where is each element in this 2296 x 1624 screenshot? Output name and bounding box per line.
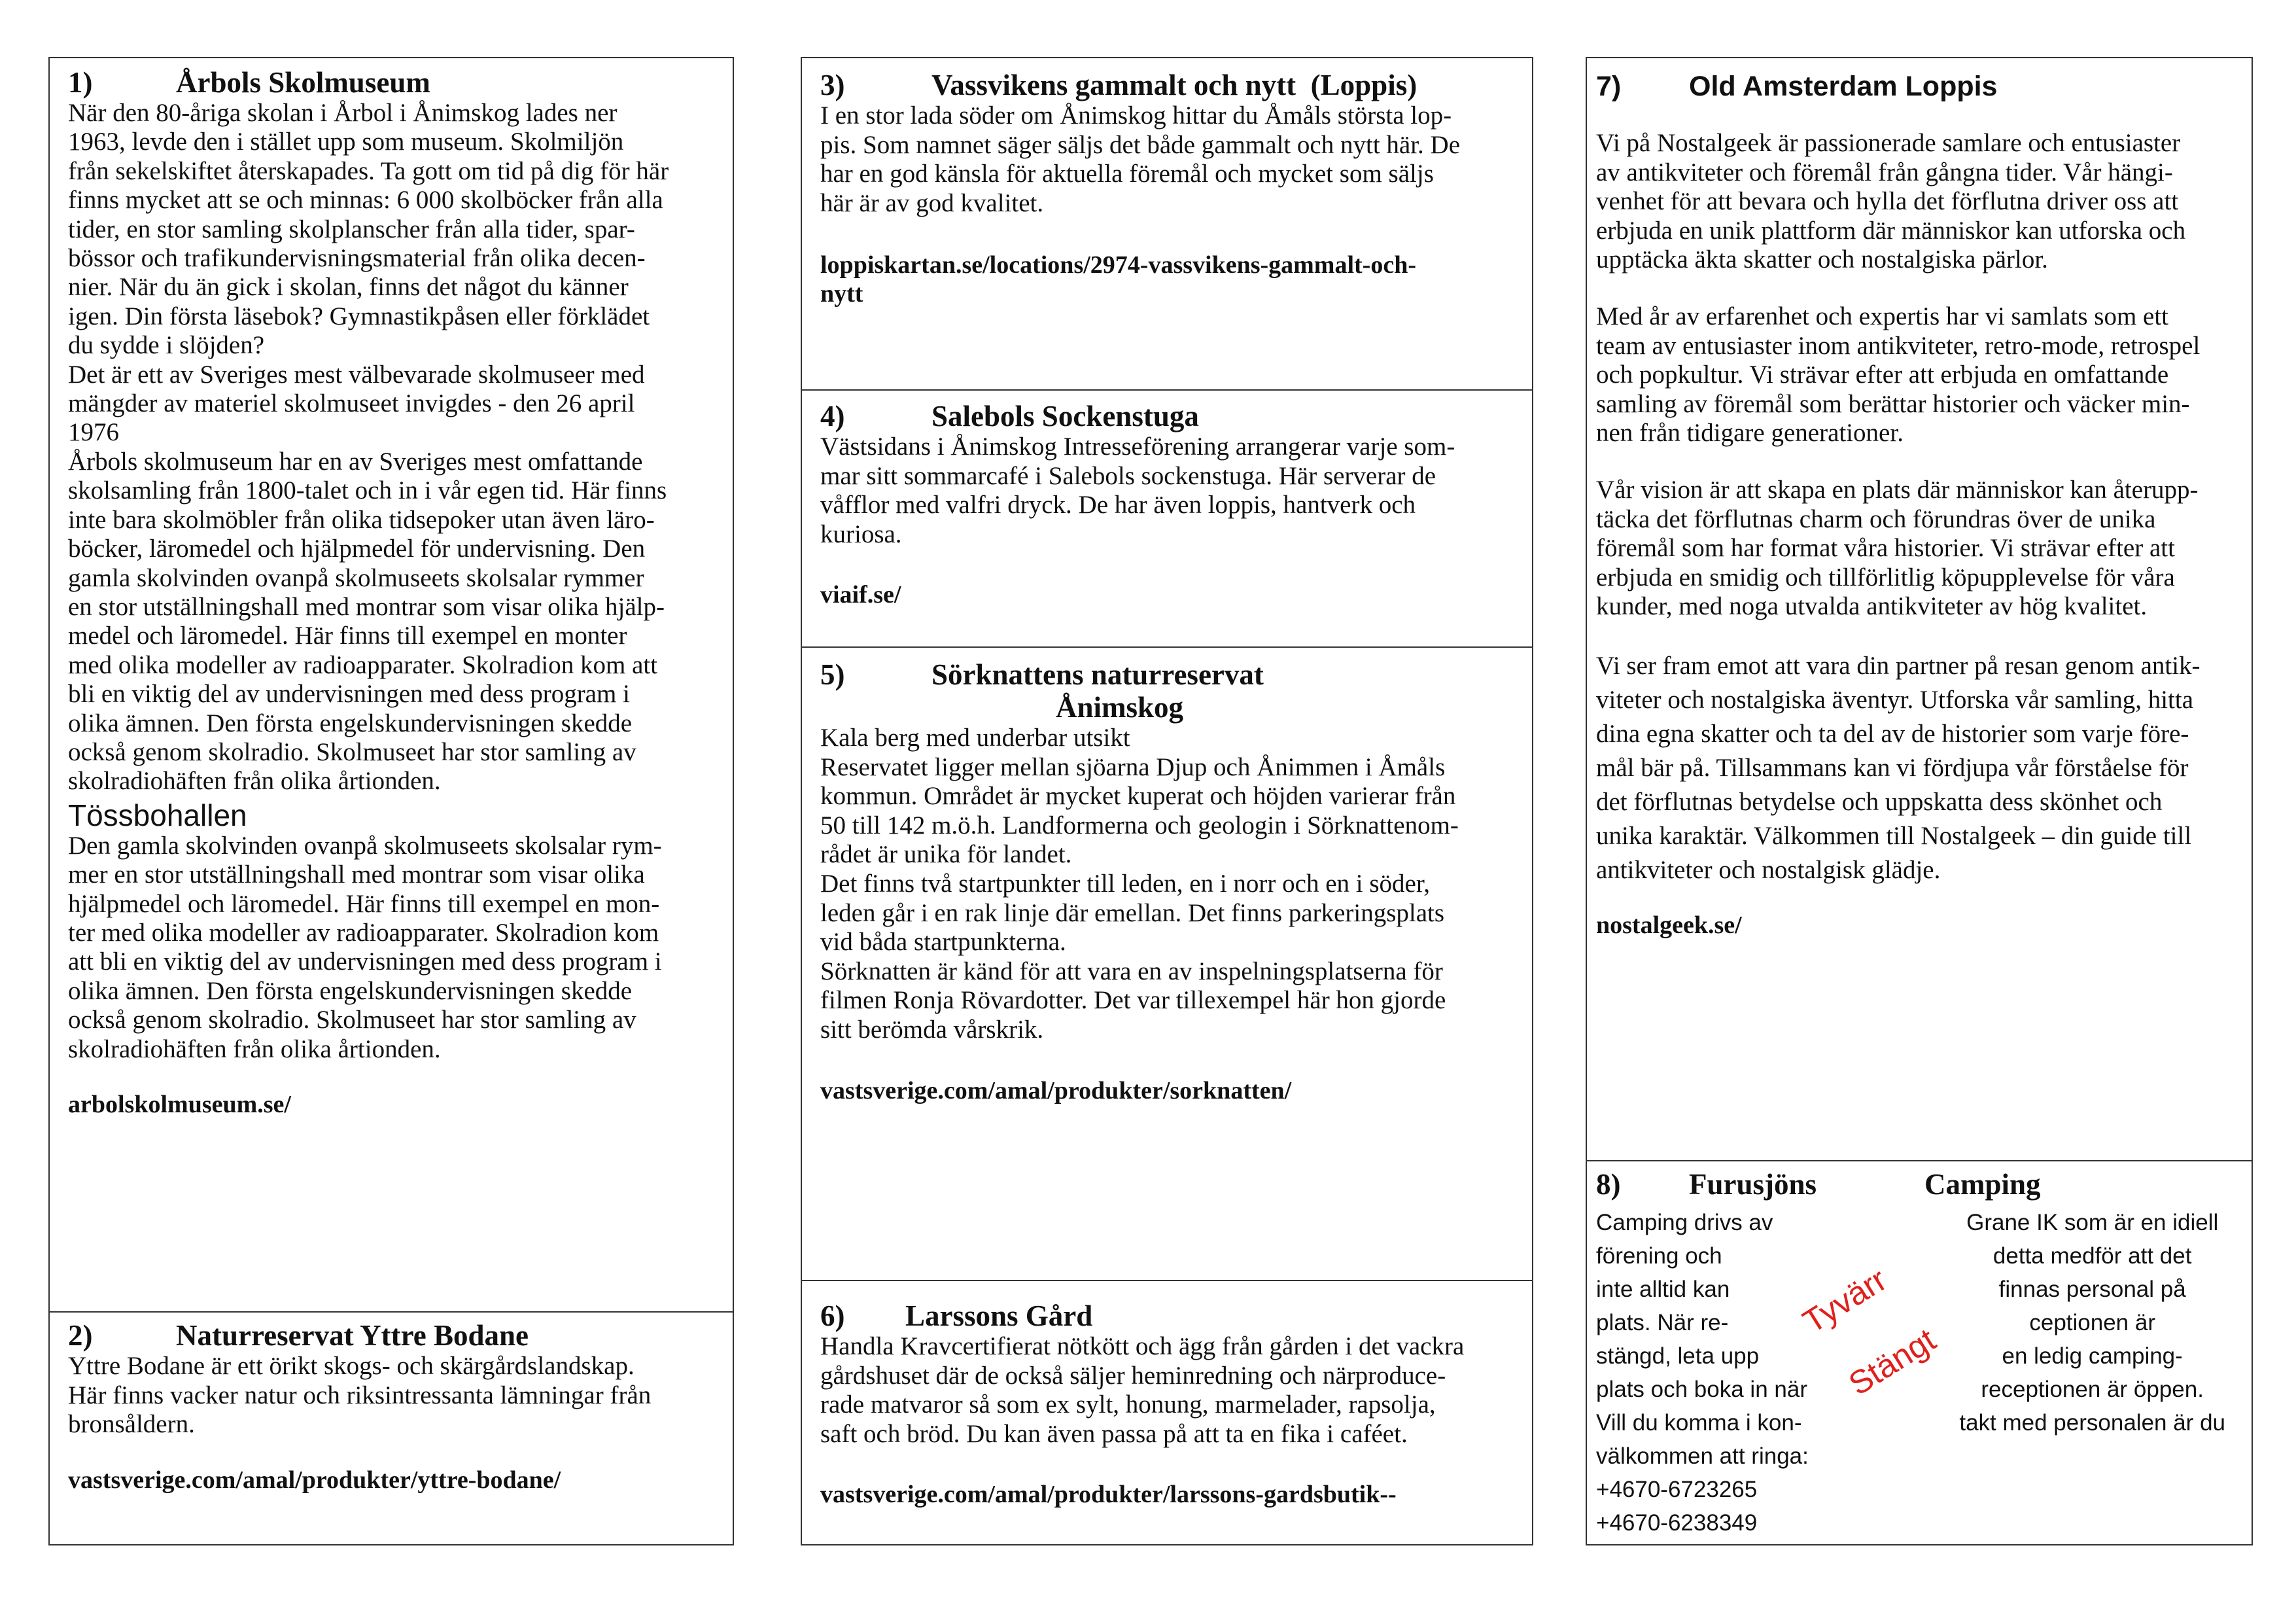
section-title xyxy=(820,69,1514,101)
section-heading: Vassvikens gammalt och nytt (Loppis) xyxy=(931,69,1418,101)
section-url[interactable]: arbolskolmuseum.se/ xyxy=(68,1091,291,1118)
section-vassvikens xyxy=(801,57,1533,391)
section-number: 1) xyxy=(68,66,93,99)
section-sorknattens xyxy=(801,646,1533,1281)
section-url[interactable]: nostalgeek.se/ xyxy=(1596,911,1742,939)
subheading-tossbohallen: Tössbohallen xyxy=(68,798,247,832)
section-body: När den 80-åriga skolan i Årbol i Ånimskog lades ner 1963, levde den i stället upp som museum. Skolmiljön från sekelskiftet återskapades. Ta gott om tid på dig för här finns mycket att se och minnas: 6 000 skolböcker från alla tider, en stor samling skolplanscher från alla tider, spar- bössor och trafikundervisningsmaterial från olika decen- nier. När du än gick i skolan, finns det något du känner igen. Din första läsebok? Gymnastikpåsen eller förklädet du sydde i slöjden? Det är ett av Sveriges mest välbevarade skolmuseer med mängder av materiel skolmuseet invigdes - den 26 april 1976 Årbols skolmuseum har en av Sveriges mest omfattande skolsamling från 1800-talet och in i vår egen tid. Här finns inte bara skolmöbler från olika tidsepoker utan även läro- böcker, läromedel och hjälpmedel för undervisning. Den gamla skolvinden ovanpå skolmuseets skolsalar rymmer en stor utställningshall med montrar som visar olika hjälp- medel och läromedel. Här finns till exempel en monter med olika modeller av radioapparater. Skolradion kom att bli en viktig del av undervisningen med dess program i olika ämnen. Den första engelskundervisningen skedde också genom skolradio. Skolmuseet har stor samling av skolradiohäften från olika årtionden. xyxy=(68,99,669,796)
section-body: Yttre Bodane är ett örikt skogs- och skärgårdslandskap. Här finns vacker natur och riksintressanta lämningar från bronsåldern. xyxy=(68,1352,652,1439)
section-title xyxy=(820,400,1514,432)
section-heading-2: Camping xyxy=(1924,1168,2041,1201)
section-title xyxy=(1596,1168,2233,1201)
section-heading: Larssons Gård xyxy=(905,1299,1093,1332)
section-number: 3) xyxy=(820,69,845,101)
section-heading: Naturreservat Yttre Bodane xyxy=(176,1319,529,1352)
section-number: 4) xyxy=(820,400,845,432)
section-body-right: Grane IK som är en idiell detta medför att det finnas personal på ceptionen är en ledig camping- receptionen är öppen. takt med personalen är du xyxy=(1959,1210,2225,1436)
section-heading: Old Amsterdam Loppis xyxy=(1689,71,1998,102)
section-title xyxy=(1596,70,2233,103)
section-url[interactable]: viaif.se/ xyxy=(820,581,901,609)
section-heading-line-2: Ånimskog xyxy=(1056,691,1184,724)
section-larssons-gard xyxy=(801,1280,1533,1545)
section-body-2: Den gamla skolvinden ovanpå skolmuseets skolsalar rym- mer en stor utställningshall med montrar som visar olika hjälpmedel och läromedel. Här finns till exempel en mon- ter med olika modeller av radioapparater. Skolradion kom att bli en viktig del av undervisningen med dess program i olika ämnen. Den första engelskundervisningen skedde också genom skolradio. Skolmuseet har stor samling av skolradiohäften från olika årtionden. xyxy=(68,831,662,1063)
section-heading: Sörknattens naturreservat xyxy=(931,658,1264,691)
section-url[interactable]: loppiskartan.se/locations/2974-vassvikens-gammalt-och- nytt xyxy=(820,251,1416,308)
section-title xyxy=(68,66,714,99)
section-title xyxy=(820,658,1514,691)
section-number: 2) xyxy=(68,1319,93,1352)
stamp-stangt: Stängt xyxy=(1842,1321,1942,1403)
section-salebols-sockenstuga xyxy=(801,389,1533,648)
section-body: Handla Kravcertifierat nötkött och ägg från gården i det vackra gårdshuset där de också säljer heminredning och närproduce- rade matvaror så som ex sylt, honung, marmelader, rapsolja, saft och bröd. Du kan även passa på att ta en fika i caféet. xyxy=(820,1332,1465,1448)
section-old-amsterdam-loppis xyxy=(1586,57,2253,1161)
section-paragraph-2: Med år av erfarenhet och expertis har vi samlats som ett team av entusiaster inom antikviteter, retro-mode, retrospel och popkultur. Vi strävar efter att erbjuda en omfattande samling av föremål som berättar historier och väcker min- nen från tidigare generationer. xyxy=(1596,302,2200,448)
section-heading: Årbols Skolmuseum xyxy=(176,66,430,99)
section-heading: Salebols Sockenstuga xyxy=(931,400,1199,432)
section-number: 7) xyxy=(1596,71,1622,102)
section-body-left: Camping drivs av förening och inte alltid kan plats. När re- stängd, leta upp plats och boka in när Vill du komma i kon- välkommen att ringa: +4670-6723265 +4670-6238349 xyxy=(1596,1210,1809,1536)
section-paragraph-4: Vi ser fram emot att vara din partner på resan genom antik- viteter och nostalgiska äventyr. Utforska vår samling, hitta dina egna skatter och ta del av de historier som varje före- mål bär på. Tillsammans kan vi fördjupa vår förståelse för det förflutnas betydelse och uppskatta dess skönhet och unika karaktär. Välkommen till Nostalgeek – din guide till antikviteter och nostalgisk glädje. xyxy=(1596,651,2200,884)
section-furusjons-camping xyxy=(1586,1160,2253,1545)
section-arbols-skolmuseum xyxy=(48,57,734,1313)
section-url[interactable]: vastsverige.com/amal/produkter/yttre-bodane/ xyxy=(68,1466,561,1494)
section-url[interactable]: vastsverige.com/amal/produkter/larssons-gardsbutik-- xyxy=(820,1481,1397,1509)
section-paragraph-3: Vår vision är att skapa en plats där människor kan återupp- täcka det förflutnas charm och förundras över de unika föremål som har format våra historier. Vi strävar efter att erbjuda en smidig och tillförlitlig köpupplevelse för våra kunder, med noga utvalda antikviteter av hög kvalitet. xyxy=(1596,475,2199,621)
section-number: 8) xyxy=(1596,1168,1621,1201)
section-body: Kala berg med underbar utsikt Reservatet ligger mellan sjöarna Djup och Ånimmen i Åmåls kommun. Området är mycket kuperat och höjden varierar från 50 till 142 m.ö.h. Landformerna och geologin i Sörknattenom- rådet är unika för landet. Det finns två startpunkter till leden, en i norr och en i söder, leden går i en rak linje där emellan. Det finns parkeringsplats vid båda startpunkterna. Sörknatten är känd för att vara en av inspelningsplatserna för filmen Ronja Rövardotter. Det var tillexempel här hon gjorde sitt berömda vårskrik. xyxy=(820,724,1459,1044)
section-paragraph-1: Vi på Nostalgeek är passionerade samlare och entusiaster av antikviteter och föremål från gångna tider. Vår hängi- venhet för att bevara och hylla det förflutna driver oss att erbjuda en unik plattform där människor kan utforska och upptäcka äkta skatter och nostalgiska pärlor. xyxy=(1596,129,2186,274)
section-url[interactable]: vastsverige.com/amal/produkter/sorknatten/ xyxy=(820,1076,1292,1104)
section-heading: Furusjöns xyxy=(1689,1168,1817,1201)
section-number: 6) xyxy=(820,1299,845,1332)
section-title xyxy=(68,1319,714,1352)
section-number: 5) xyxy=(820,658,845,691)
section-body: I en stor lada söder om Ånimskog hittar du Åmåls största lop- pis. Som namnet säger säljs det både gammalt och nytt här. De har en god känsla för aktuella föremål och mycket som säljs här är av god kvalitet. xyxy=(820,101,1461,217)
section-yttre-bodane xyxy=(48,1311,734,1545)
stamp-tyvarr: Tyvärr xyxy=(1796,1261,1894,1341)
section-body: Västsidans i Ånimskog Intresseförening arrangerar varje som- mar sitt sommarcafé i Salebols sockenstuga. Här serverar de våfflor med valfri dryck. De har även loppis, hantverk och kuriosa. xyxy=(820,432,1455,548)
section-title xyxy=(820,1299,1514,1332)
